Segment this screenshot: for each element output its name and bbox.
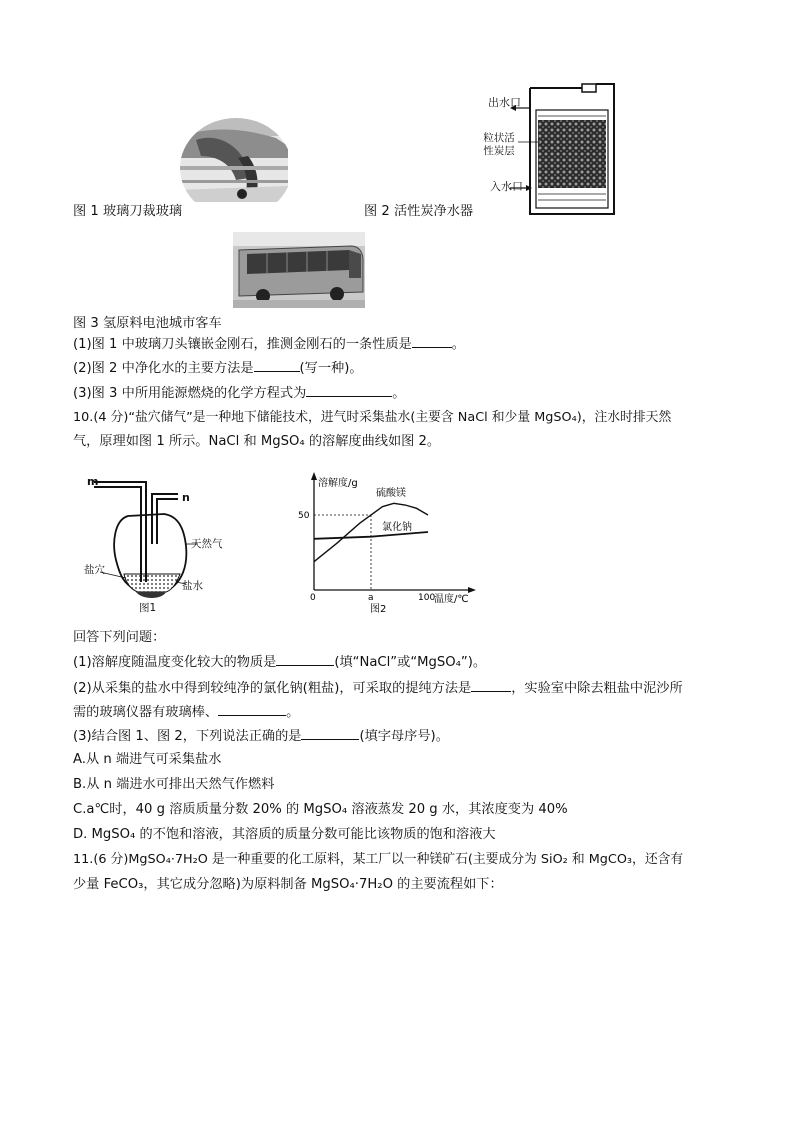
q10-a1-end: (填“NaCl”或“MgSO₄”)。: [334, 655, 487, 670]
q9-s2-end: (写一种)。: [299, 361, 363, 376]
cave-label-m: m: [87, 475, 99, 488]
series-label-nacl: 氯化钠: [382, 522, 412, 533]
q10-a2-mid: ，实验室中除去粗盐中泥沙所: [511, 681, 683, 696]
option-a: A.从 n 端进气可采集盐水: [73, 752, 222, 767]
answer-blank[interactable]: [218, 701, 286, 716]
q10-a3-text: (3)结合图 1、图 2，下列说法正确的是: [73, 729, 302, 744]
option-d: D. MgSO₄ 的不饱和溶液，其溶质的质量分数可能比该物质的饱和溶液大: [73, 827, 496, 842]
option-b: B.从 n 端进水可排出天然气作燃料: [73, 777, 275, 792]
x-axis-label: 温度/℃: [434, 594, 469, 605]
q10-a2b-text: 需的玻璃仪器有玻璃棒、: [73, 705, 219, 720]
q9-s3-end: 。: [392, 386, 406, 401]
fig2-label-outlet: 出水口: [488, 96, 521, 109]
q10-line2: 气，原理如图 1 所示。NaCl 和 MgSO₄ 的溶解度曲线如图 2。: [73, 434, 441, 449]
q9-s1: [73, 333, 465, 355]
answer-blank[interactable]: [471, 677, 511, 692]
cave-label-cave: 盐穴: [84, 564, 105, 576]
chart-caption: 图2: [370, 604, 387, 615]
q10-a2: [73, 677, 683, 699]
q10-a2b: [73, 701, 299, 723]
fig1-caption: 图 1 玻璃刀裁玻璃: [73, 204, 183, 219]
cave-label-brine: 盐水: [182, 580, 203, 592]
x-tick-a: a: [368, 593, 374, 603]
solubility-chart: [296, 470, 486, 618]
answer-blank[interactable]: [254, 357, 300, 372]
answer-blank[interactable]: [301, 725, 359, 740]
cave-label-n: n: [182, 491, 190, 504]
series-label-mgso4: 硫酸镁: [376, 488, 406, 499]
q10-a3-end: (填字母序号)。: [359, 729, 449, 744]
option-c: C.a℃时，40 g 溶质质量分数 20% 的 MgSO₄ 溶液蒸发 20 g 水，其浓度变为 40%: [73, 802, 568, 817]
q10-a2b-end: 。: [286, 705, 300, 720]
q9-s1-text: (1)图 1 中玻璃刀头镶嵌金刚石，推测金刚石的一条性质是: [73, 337, 412, 352]
answer-blank[interactable]: [306, 382, 392, 397]
q11-line2: 少量 FeCO₃，其它成分忽略)为原料制备 MgSO₄·7H₂O 的主要流程如下：: [73, 877, 503, 892]
fig2-label-layer-text: 粒状活性炭层: [483, 132, 515, 157]
x-tick-100: 100: [418, 593, 436, 603]
q9-s1-end: 。: [451, 337, 465, 352]
q9-s2: [73, 357, 363, 379]
q10-line1: 10.(4 分)“盐穴储气”是一种地下储能技术，进气时采集盐水(主要含 NaCl 和少量 MgSO₄)，注水时排天然: [73, 410, 672, 425]
q9-s2-text: (2)图 2 中净化水的主要方法是: [73, 361, 254, 376]
answer-blank[interactable]: [276, 651, 334, 666]
q10-a3: [73, 725, 449, 747]
q10-a2-text: (2)从采集的盐水中得到较纯净的氯化钠(粗盐)，可采取的提纯方法是: [73, 681, 472, 696]
answer-blank[interactable]: [412, 333, 452, 348]
q10-a1-text: (1)溶解度随温度变化较大的物质是: [73, 655, 277, 670]
glass-cutter-photo: [176, 118, 288, 202]
q9-s3-text: (3)图 3 中所用能源燃烧的化学方程式为: [73, 386, 307, 401]
fig2-label-inlet: 入水口: [490, 180, 523, 193]
fig2-label-layer: [479, 132, 519, 158]
q11-line1: 11.(6 分)MgSO₄·7H₂O 是一种重要的化工原料，某工厂以一种镁矿石(主要成分为 SiO₂ 和 MgCO₃，还含有: [73, 852, 684, 867]
y-tick-50: 50: [298, 511, 310, 521]
cave-label-gas: 天然气: [191, 538, 223, 550]
fig3-caption: 图 3 氢原料电池城市客车: [73, 316, 222, 331]
x-tick-0: 0: [310, 593, 316, 603]
q10-intro: 回答下列问题：: [73, 630, 166, 645]
q9-s3: [73, 382, 405, 404]
bus-photo: [233, 232, 365, 308]
fig2-caption: 图 2 活性炭净水器: [364, 204, 474, 219]
y-axis-label: 溶解度/g: [318, 478, 358, 489]
cave-caption: 图1: [139, 602, 157, 614]
q10-a1: [73, 651, 486, 673]
